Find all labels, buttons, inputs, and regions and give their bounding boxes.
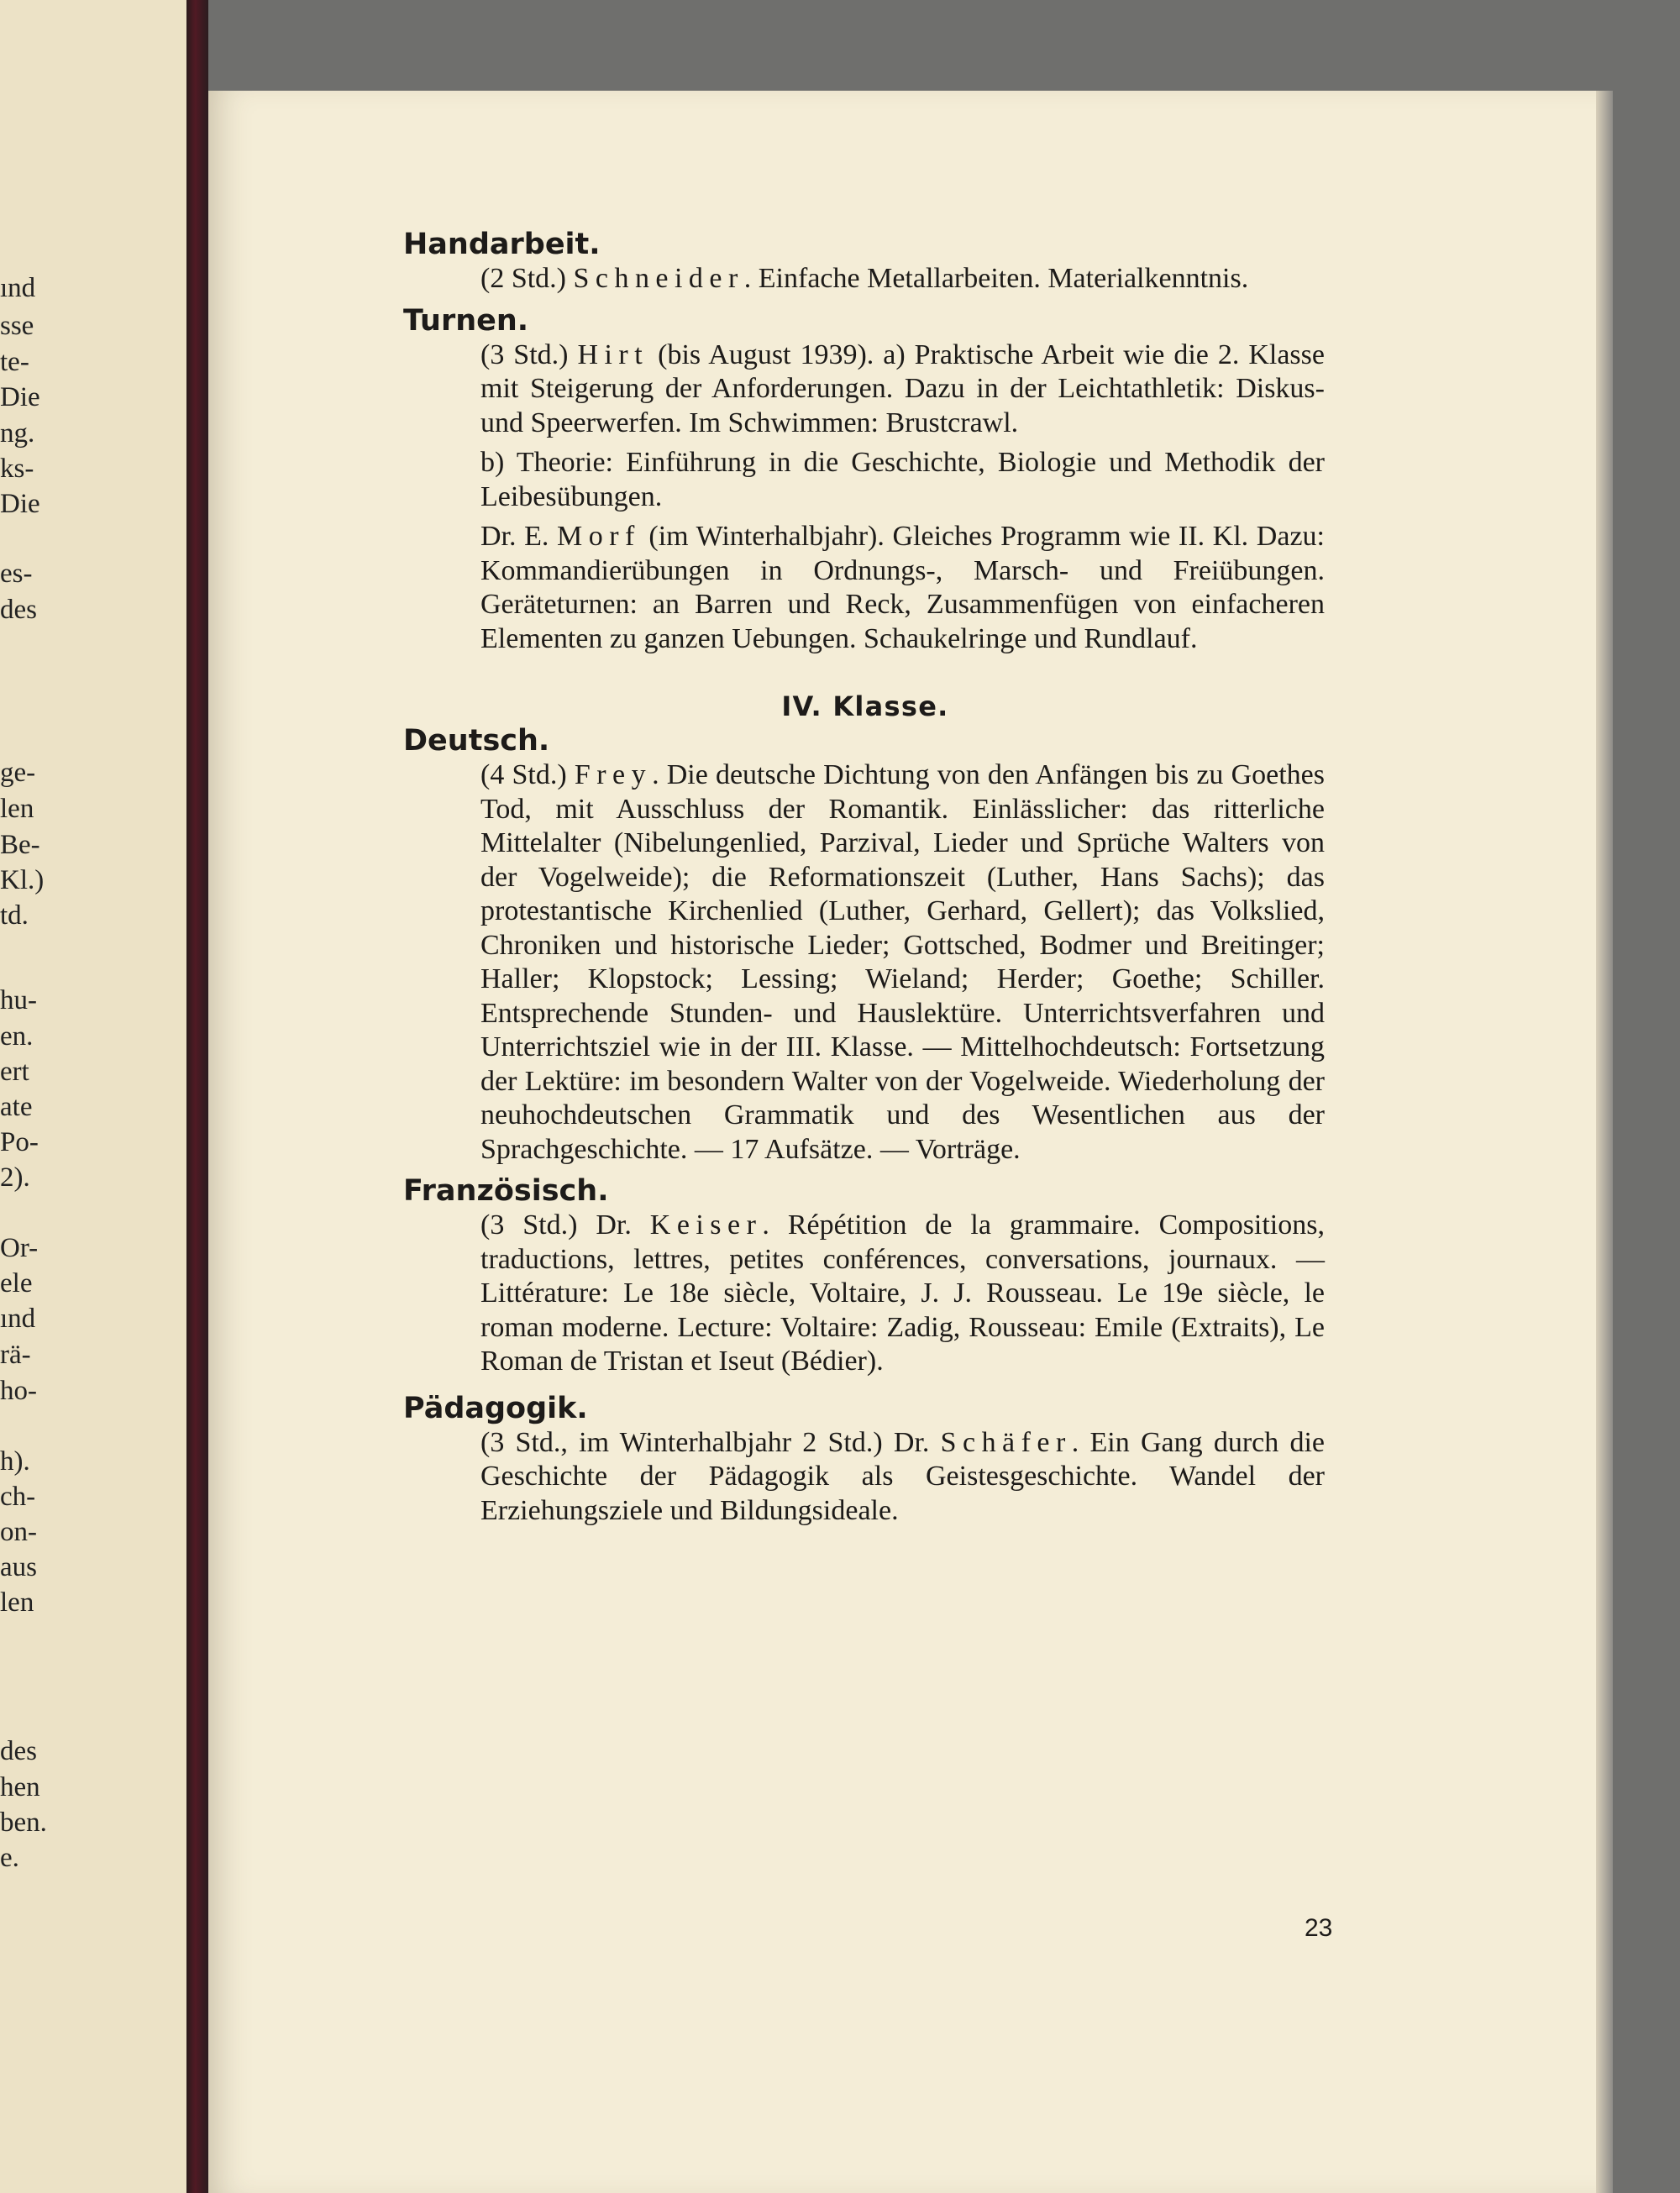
left-page-fragment: ge-	[0, 758, 36, 788]
left-page-fragment: hu-	[0, 985, 37, 1015]
text-run: . Einfache Metallarbeiten. Materialkenntnis.	[743, 263, 1249, 294]
teacher-name: Schäfer	[940, 1426, 1072, 1458]
left-page-fragment: Or-	[0, 1233, 39, 1263]
left-page-fragment: ele	[0, 1268, 33, 1298]
teacher-name: Morf	[557, 521, 641, 552]
left-page-fragment: e.	[0, 1843, 19, 1873]
left-page-fragment: Po-	[0, 1127, 39, 1157]
text-run: (im Winterhalbjahr). Gleiches Programm wie II. Kl. Dazu: Kommandierübungen in Ordnungs-, Marsch- und Freiübungen. Geräteturnen: an Barren und Reck, Zusammenfügen von einfacheren Elementen zu ganzen Uebungen. Schaukelringe und Rundlauf.	[480, 521, 1325, 654]
left-page	[0, 0, 186, 2193]
left-page-fragment: ınd	[0, 1304, 36, 1334]
teacher-name: Keiser	[649, 1209, 763, 1241]
left-page-fragment: td.	[0, 900, 29, 931]
left-page-fragment: aus	[0, 1552, 37, 1582]
text-run: . Répétition de la grammaire. Compositions, traductions, lettres, petites conférences, conversations, journaux. — Littérature: Le 18e siècle, Voltaire, J. J. Rousseau. Le 19e siècle, le roman moderne. Lecture: Voltaire: Zadig, Rousseau: Emile (Extraits), Le Roman de Tristan et Iseut (Bédier).	[480, 1209, 1325, 1377]
left-page-fragment: h).	[0, 1446, 30, 1477]
page-content	[403, 227, 1327, 1528]
deutsch-paragraph	[480, 758, 1325, 1167]
left-page-fragment: ks-	[0, 454, 34, 484]
left-page-fragment: te-	[0, 347, 29, 377]
left-page-fragment: ınd	[0, 273, 36, 303]
turnen-paragraph-3	[480, 520, 1325, 656]
left-page-fragment: es-	[0, 559, 33, 589]
section-heading-handarbeit: Handarbeit.	[403, 228, 601, 261]
left-page-fragment: Kl.)	[0, 865, 45, 895]
section-heading-deutsch: Deutsch.	[403, 724, 550, 758]
teacher-name: Frey	[574, 759, 653, 790]
section-heading-franzoesisch: Französisch.	[403, 1174, 609, 1208]
left-page-fragment: des	[0, 595, 37, 625]
left-page-fragment: en.	[0, 1021, 34, 1052]
teacher-name: Hirt	[577, 338, 649, 370]
left-page-fragment: ert	[0, 1057, 29, 1087]
left-page-fragment: hen	[0, 1772, 40, 1802]
left-page-fragment: ho-	[0, 1376, 37, 1406]
left-page-fragment: des	[0, 1736, 37, 1766]
left-page-fragment: ch-	[0, 1482, 36, 1512]
left-page-fragment: 2).	[0, 1162, 30, 1193]
left-page-fragment: Be-	[0, 830, 40, 860]
left-page-fragment: Die	[0, 489, 40, 519]
turnen-paragraph-1	[480, 338, 1325, 441]
left-page-fragment: ben.	[0, 1807, 47, 1838]
handarbeit-paragraph	[480, 262, 1325, 296]
left-page-fragment: on-	[0, 1517, 37, 1547]
left-page-fragment: Die	[0, 382, 40, 412]
text-run: . Die deutsche Dichtung von den Anfängen bis zu Goethes Tod, mit Ausschluss der Romantik. Einlässlicher: das ritterliche Mittelalter (Nibelungenlied, Parzival, Lieder und Sprüche Walters von der Vogelweide); die Reformationszeit (Luther, Hans Sachs); das protestantische Kirchenlied (Luther, Gerhard, Gellert); das Volkslied, Chroniken und historische Lieder; Gottsched, Bodmer und Breitinger; Haller; Klopstock; Lessing; Wieland; Herder; Goethe; Schiller. Entsprechende Stunden- und Hauslektüre. Unterrichtsverfahren und Unterrichtsziel wie in der III. Klasse. — Mittelhochdeutsch: Fortsetzung der Lektüre: im besondern Walter von der Vogelweide. Wiederholung der neuhochdeutschen Grammatik und des Wesentlichen aus der Sprachgeschichte. — 17 Aufsätze. — Vorträge.	[480, 759, 1325, 1165]
class-heading: IV. Klasse.	[781, 690, 949, 722]
left-page-fragment: len	[0, 794, 34, 824]
paedagogik-paragraph	[480, 1426, 1325, 1529]
text-run: Dr. E.	[480, 521, 557, 552]
franzoesisch-paragraph	[480, 1209, 1325, 1379]
page-number: 23	[1305, 1914, 1333, 1942]
text-run: (3 Std.)	[480, 338, 578, 370]
section-heading-paedagogik: Pädagogik.	[403, 1391, 588, 1425]
left-page-fragment: rä-	[0, 1340, 31, 1370]
text-run: (4 Std.)	[480, 759, 575, 790]
text-run: (3 Std., im Winterhalbjahr 2 Std.) Dr.	[480, 1426, 941, 1458]
left-page-fragment: sse	[0, 311, 34, 341]
teacher-name: Schneider	[573, 263, 744, 294]
turnen-paragraph-2: b) Theorie: Einführung in die Geschichte, Biologie und Methodik der Leibesübungen.	[480, 447, 1325, 512]
left-page-fragment: len	[0, 1587, 34, 1618]
left-page-fragment: ng.	[0, 418, 35, 449]
text-run: (3 Std.) Dr.	[480, 1209, 650, 1241]
page-edge	[1596, 91, 1613, 2193]
book-binding	[186, 0, 208, 2193]
section-heading-turnen: Turnen.	[403, 303, 529, 338]
text-run: (bis August 1939). a) Praktische Arbeit wie die 2. Klasse mit Steigerung der Anforderungen. Dazu in der Leichtathletik: Diskus- und Speerwerfen. Im Schwimmen: Brustcrawl.	[480, 338, 1325, 438]
left-page-fragment: ate	[0, 1092, 33, 1122]
text-run: (2 Std.)	[480, 263, 574, 294]
text-run: . Ein Gang durch die Geschichte der Pädagogik als Geistesgeschichte. Wandel der Erziehungsziele und Bildungsideale.	[480, 1426, 1325, 1526]
